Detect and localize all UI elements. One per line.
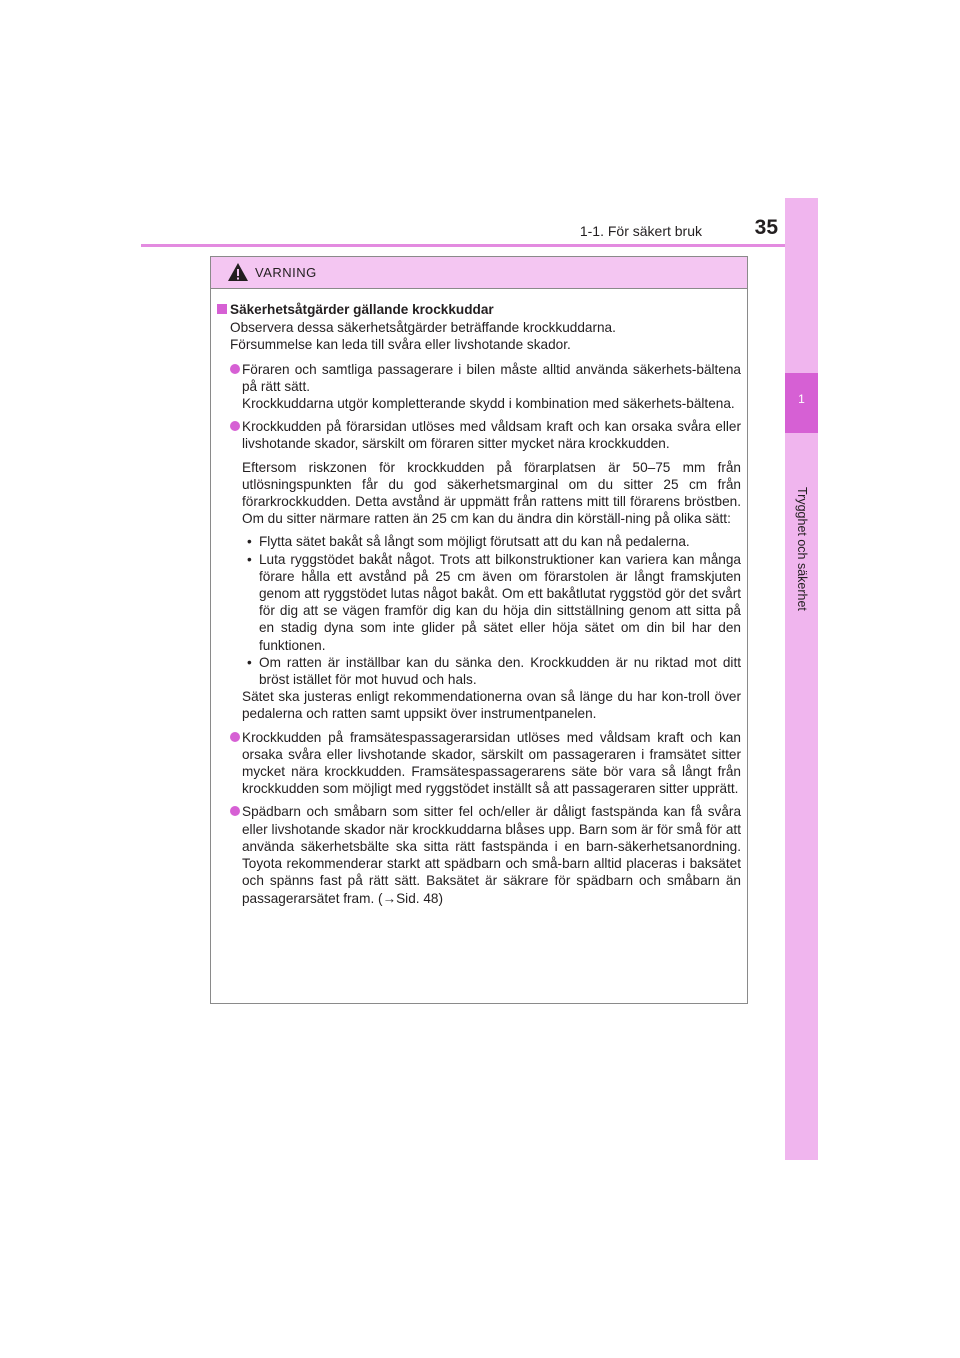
chapter-title-text: Trygghet och säkerhet [795,487,809,611]
dot-bullet-icon: • [247,534,252,550]
bullet-item [217,418,741,452]
bullet-paragraph: Eftersom riskzonen för krockkudden på förarplatsen är 50–75 mm från utlösningspunkten får du god säkerhetsmarginal om du sitter 25 cm från förarkrockkudden. Detta avstånd är uppmätt från rattens mitt till förarens bröstben. Om du sitter närmare ratten än 25 cm kan du ändra din körställ-ning på olika sätt: [242,459,741,527]
list-item-text: Luta ryggstödet bakåt något. Trots att bilkonstruktioner kan variera kan många förare hålla ett avstånd på 25 cm även om förarstolen är långt framskjuten genom att ryggstödet lutas något bakåt. Om ett bakåtlutat ryggstöd gör det svårt för dig att se vägen framför dig kan du höja din sittställning genom att sitta på en stadig dyna som inte glider på sätet eller höja sätet om din bil har den funktionen. [259,551,741,653]
page-number: 35 [754,216,778,239]
round-bullet-icon [230,364,240,374]
sub-list [217,533,741,688]
intro-line: Observera dessa säkerhetsåtgärder beträffande krockkuddarna. [230,320,616,336]
round-bullet-icon [230,421,240,431]
bullet-text: Spädbarn och småbarn som sitter fel och/eller är dåligt fastspända kan få svåra eller livshotande skador när krockkuddarna blåses upp. Barn som är för små för att använda säkerhetsbälte ska sitta rätt fastspända i en barn-säkerhetsanordning. Toyota rekommenderar starkt att spädbarn och små-barn alltid placeras i baksätet och spänns fast på rätt sätt. Baksätet är säkrare för spädbarn och småbarn än passagerarsätet fram. (→Sid. 48) [242,804,741,906]
intro-paragraph [217,319,741,353]
chapter-title [792,487,812,611]
warning-header [211,257,747,289]
warning-label: VARNING [255,265,317,280]
bullet-text: Krockkudden på förarsidan utlöses med våldsam kraft och kan orsaka svåra eller livshotande skador, särskilt om föraren sitter mycket nära krockkudden. [242,419,741,452]
dot-bullet-icon: • [247,654,252,670]
closing-paragraph: Sätet ska justeras enligt rekommendationerna ovan så länge du har kon-troll över pedalerna och ratten samt uppsikt över instrumentpanelen. [242,689,741,722]
chapter-side-tab [785,198,818,1160]
bullet-item [217,803,741,906]
intro-line: Försummelse kan leda till svåra eller livshotande skador. [230,337,571,353]
header-rule [141,244,818,247]
round-bullet-icon [230,732,240,742]
square-bullet-icon [217,304,227,314]
section-title [217,301,741,318]
list-item-text: Flytta sätet bakåt så långt som möjligt förutsatt att du kan nå pedalerna. [259,534,690,550]
bullet-text: Föraren och samtliga passagerare i bilen måste alltid använda säkerhets-bältena på rätt sätt. [242,361,741,394]
list-item [242,533,741,550]
bullet-text: Krockkuddarna utgör kompletterande skydd i kombination med säkerhets-bältena. [242,396,735,412]
chapter-number: 1 [798,392,805,406]
list-item [242,654,741,688]
bullet-item [217,729,741,798]
warning-body [211,289,747,907]
list-item [242,551,741,654]
section-title-text: Säkerhetsåtgärder gällande krockkuddar [230,302,494,317]
round-bullet-icon [230,806,240,816]
warning-triangle-icon [227,262,249,282]
bullet-item [217,361,741,413]
warning-box [210,256,748,1004]
dot-bullet-icon: • [247,551,252,567]
header-section-title: 1-1. För säkert bruk [579,223,702,239]
bullet-text: Krockkudden på framsätespassagerarsidan utlöses med våldsam kraft och kan orsaka svåra eller livshotande skador, särskilt om passageraren i framsätet sitter mycket nära krockkudden. Framsätespassagerarens säte bör vara så långt från krockkudden som möjligt med ryggstödet inställt så att passageraren sitter upprätt. [242,729,741,797]
list-item-text: Om ratten är inställbar kan du sänka den. Krockkudden är nu riktad mot ditt bröst istället för mot huvud och hals. [259,654,741,688]
